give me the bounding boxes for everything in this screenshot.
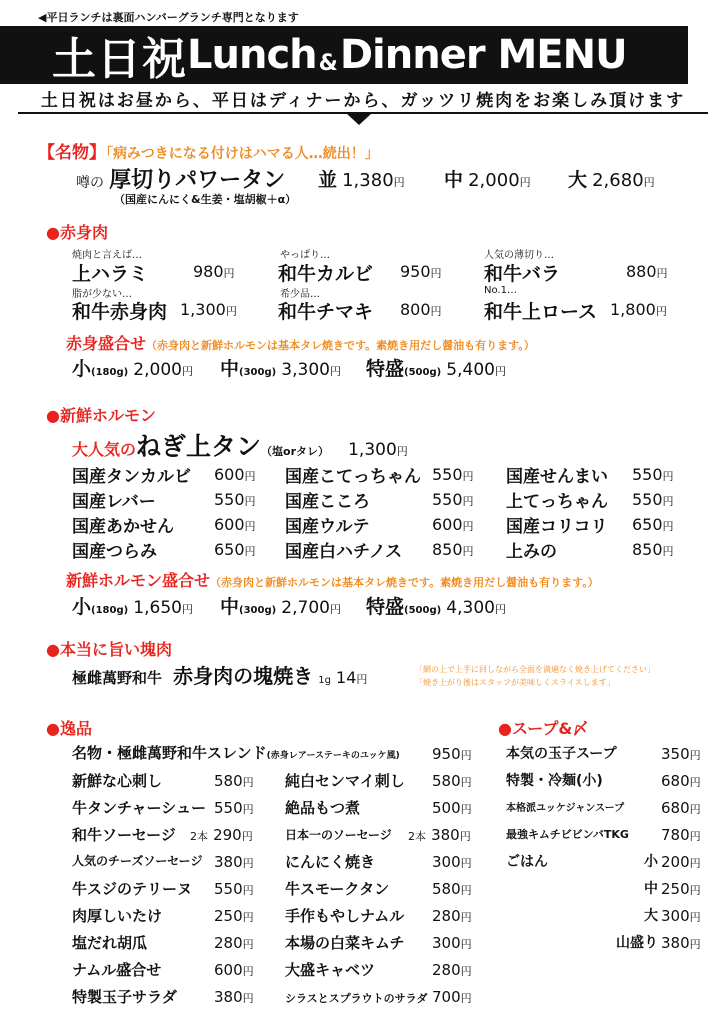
horumon-assort-note: （赤身肉と新鮮ホルモンは基本タレ焼きです。素焼き用だし醤油も有ります。） [210, 576, 599, 589]
ippin-right-name-8: シラスとスプラウトのサラダ [285, 992, 428, 1005]
ippin-left-name-1: 牛タンチャーシュー [72, 799, 206, 817]
akami-price-2: 880円 [626, 262, 668, 281]
ippin-left-name-7: ナムル盛合せ [72, 961, 162, 979]
title-dinner: Dinner MENU [339, 32, 627, 78]
rice-size-0: 小 [644, 854, 658, 870]
ippin-right-price-7: 280円 [432, 961, 472, 979]
block-item: 極雌萬野和牛 赤身肉の塊焼き 1g 14円 [72, 664, 368, 688]
soup-price-2: 680円 [661, 799, 701, 817]
horumon-price-9: 650円 [214, 540, 256, 559]
horumon-name-0: 国産タンカルビ [72, 467, 191, 487]
akami-sub-4: 希少品… [280, 289, 320, 300]
specialty-note: （国産にんにく&生姜・塩胡椒＋α） [114, 193, 297, 206]
ippin-left-name-2: 和牛ソーセージ [72, 826, 176, 844]
horumon-price-5: 550円 [632, 490, 674, 509]
ippin-right-name-1: 絶品もつ煮 [285, 799, 361, 817]
akami-assort-1: 中(300g) 3,300円 [220, 358, 341, 380]
soup-name-2: 本格派ユッケジャンスープ [506, 803, 625, 814]
block-brand: 極雌萬野和牛 [72, 669, 163, 687]
specialty-size-0: 並 1,380円 [318, 169, 405, 191]
akami-assort-header [66, 331, 535, 354]
ippin-left-name-5: 肉厚しいたけ [72, 907, 163, 925]
akami-sub-0: 焼肉と言えば… [72, 250, 142, 261]
ippin-left-price-7: 600円 [214, 961, 254, 979]
ippin-right-price-8: 700円 [432, 988, 472, 1006]
horumon-featured: 大人気のねぎ上タン（塩orタレ） 1,300円 [72, 432, 408, 461]
block-note-1: 「網の上で上手に回しながら全面を満遍なく焼き上げてください」 [415, 665, 655, 674]
rice-label: ごはん [506, 854, 548, 870]
horumon-name-4: 国産こころ [285, 492, 370, 512]
horumon-price-4: 550円 [432, 490, 474, 509]
horumon-assort-header [66, 568, 599, 591]
akami-assort-note: （赤身肉と新鮮ホルモンは基本タレ焼きです。素焼き用だし醤油も有ります。） [146, 339, 535, 352]
horumon-name-1: 国産こてっちゃん [285, 467, 421, 487]
ippin-right-price-1: 500円 [432, 799, 472, 817]
akami-name-1: 和牛カルビ [278, 263, 374, 285]
featured-price: 1,300 [348, 440, 397, 460]
rice-price-3: 380円 [661, 934, 701, 952]
ippin-right-price-2: 2本 380円 [408, 826, 471, 844]
horumon-name-5: 上てっちゃん [506, 492, 608, 512]
ippin-left-price-3: 380円 [214, 853, 254, 871]
horumon-name-8: 国産コリコリ [506, 517, 608, 537]
horumon-assort-1: 中(300g) 2,700円 [220, 596, 341, 618]
horumon-price-10: 850円 [432, 540, 474, 559]
specialty-size-2: 大 2,680円 [568, 169, 655, 191]
ippin-left-price-6: 280円 [214, 934, 254, 952]
specialty-label: 【名物】 [38, 143, 106, 163]
horumon-assort-title: 新鮮ホルモン盛合せ [66, 571, 211, 590]
akami-sub-3: 脂が少ない… [72, 289, 132, 300]
featured-note: （塩orタレ） [261, 445, 330, 458]
ippin-right-price-3: 300円 [432, 853, 472, 871]
block-note-2: 「焼き上がり後はスタッフが美味しくスライスします」 [415, 678, 615, 687]
rice-price-1: 250円 [661, 880, 701, 898]
horumon-price-11: 850円 [632, 540, 674, 559]
ippin-left-price-5: 250円 [214, 907, 254, 925]
ippin-left-name-6: 塩だれ胡瓜 [72, 934, 148, 952]
soup-price-1: 680円 [661, 772, 701, 790]
akami-name-2: 和牛バラ [484, 263, 561, 285]
horumon-price-3: 550円 [214, 490, 256, 509]
ippin-left-price-8: 380円 [214, 988, 254, 1006]
akami-name-3: 和牛赤身肉 [72, 301, 168, 323]
section-title-block: ●本当に旨い塊肉 [46, 640, 172, 659]
akami-sub-1: やっぱり… [280, 250, 330, 261]
soup-price-3: 780円 [661, 826, 701, 844]
akami-price-1: 950円 [400, 262, 442, 281]
ippin-left-price-1: 550円 [214, 799, 254, 817]
ippin-right-price-5: 280円 [432, 907, 472, 925]
featured-prefix: 大人気の [72, 440, 137, 459]
ippin-right-name-2: 日本一のソーセージ [285, 828, 392, 842]
ippin-left-name-3: 人気のチーズソーセージ [72, 854, 203, 868]
block-unit: 1g [318, 675, 331, 686]
akami-assort-title: 赤身盛合せ [66, 334, 147, 353]
akami-assort-2: 特盛(500g) 5,400円 [366, 358, 506, 380]
ippin-wide-item: 名物・極雌萬野和牛スレンド(赤身レアーステーキのユッケ風) [72, 744, 400, 762]
ippin-right-name-6: 本場の白菜キムチ [285, 934, 405, 952]
specialty-size-1: 中 2,000円 [444, 169, 531, 191]
block-name: 赤身肉の塊焼き [173, 664, 314, 688]
horumon-price-7: 600円 [432, 515, 474, 534]
specialty-rumor: 噂の [76, 175, 104, 191]
horumon-price-0: 600円 [214, 465, 256, 484]
ippin-left-price-4: 550円 [214, 880, 254, 898]
ippin-right-price-0: 580円 [432, 772, 472, 790]
horumon-name-10: 国産白ハチノス [285, 542, 403, 562]
akami-price-4: 800円 [400, 300, 442, 319]
rice-size-3: 山盛り [616, 935, 658, 951]
featured-name: ねぎ上タン [136, 432, 262, 461]
rice-size-2: 大 [644, 908, 658, 924]
ippin-right-name-0: 純白センマイ刺し [285, 772, 405, 790]
horumon-assort-2: 特盛(500g) 4,300円 [366, 596, 506, 618]
ippin-left-name-4: 牛スジのテリーヌ [72, 880, 193, 898]
specialty-name: 厚切りパワータン [109, 168, 286, 193]
horumon-price-1: 550円 [432, 465, 474, 484]
ippin-left-price-2: 2本 290円 [190, 826, 253, 844]
ippin-right-name-4: 牛スモークタン [285, 880, 390, 898]
specialty-tagline: 「病みつきになる付けはハマる人…続出！」 [106, 146, 379, 162]
soup-name-3: 最強キムチビビンバTKG [506, 828, 629, 841]
horumon-name-9: 国産つらみ [72, 542, 157, 562]
section-title-akami: ●赤身肉 [46, 223, 108, 242]
ippin-left-price-0: 580円 [214, 772, 254, 790]
ippin-right-name-5: 手作もやしナムル [285, 907, 405, 925]
soup-price-0: 350円 [661, 745, 701, 763]
specialty-item [76, 163, 285, 194]
soup-name-0: 本気の玉子スープ [506, 746, 617, 762]
akami-price-3: 1,300円 [180, 300, 237, 319]
block-price: 14 [336, 668, 357, 687]
title-amp: & [318, 51, 338, 76]
specialty-header [38, 138, 379, 163]
horumon-name-3: 国産レバー [72, 492, 156, 512]
horumon-price-2: 550円 [632, 465, 674, 484]
weekday-lunch-notice: ◀平日ランチは裏面ハンバーグランチ専門となります [38, 11, 299, 24]
section-title-horumon: ●新鮮ホルモン [46, 406, 156, 425]
title-jp: 土日祝 [52, 34, 187, 85]
rice-size-1: 中 [644, 881, 658, 897]
horumon-assort-0: 小(180g) 1,650円 [72, 596, 193, 618]
ippin-right-name-7: 大盛キャベツ [285, 961, 376, 979]
section-title-soup: ●スープ&〆 [498, 719, 589, 738]
akami-price-0: 980円 [193, 262, 235, 281]
akami-name-0: 上ハラミ [72, 263, 149, 285]
rice-price-2: 300円 [661, 907, 701, 925]
ippin-left-name-8: 特製玉子サラダ [72, 988, 177, 1006]
horumon-price-6: 600円 [214, 515, 256, 534]
akami-price-5: 1,800円 [610, 300, 667, 319]
title-lunch: Lunch [187, 32, 317, 78]
akami-assort-0: 小(180g) 2,000円 [72, 358, 193, 380]
akami-sub-5: No.1… [484, 285, 517, 296]
ippin-right-name-3: にんにく焼き [285, 853, 376, 871]
section-title-ippin: ●逸品 [46, 719, 92, 738]
akami-name-5: 和牛上ロース [484, 301, 598, 323]
horumon-name-11: 上みの [506, 542, 557, 562]
ippin-left-name-0: 新鮮な心刺し [72, 772, 163, 790]
horumon-name-6: 国産あかせん [72, 517, 174, 537]
horumon-name-7: 国産ウルテ [285, 517, 370, 537]
horumon-name-2: 国産せんまい [506, 467, 608, 487]
rice-price-0: 200円 [661, 853, 701, 871]
akami-sub-2: 人気の薄切り… [484, 250, 554, 261]
akami-name-4: 和牛チマキ [278, 301, 374, 323]
menu-subtitle: 土日祝はお昼から、平日はディナーから、ガッツリ焼肉をお楽しみ頂けます [40, 91, 686, 111]
ippin-right-price-6: 300円 [432, 934, 472, 952]
horumon-price-8: 650円 [632, 515, 674, 534]
ippin-right-price-4: 580円 [432, 880, 472, 898]
ippin-wide-price: 950円 [432, 745, 472, 763]
menu-title-banner [0, 26, 688, 84]
down-triangle-icon [346, 113, 372, 125]
soup-name-1: 特製・冷麺(小) [506, 773, 603, 789]
